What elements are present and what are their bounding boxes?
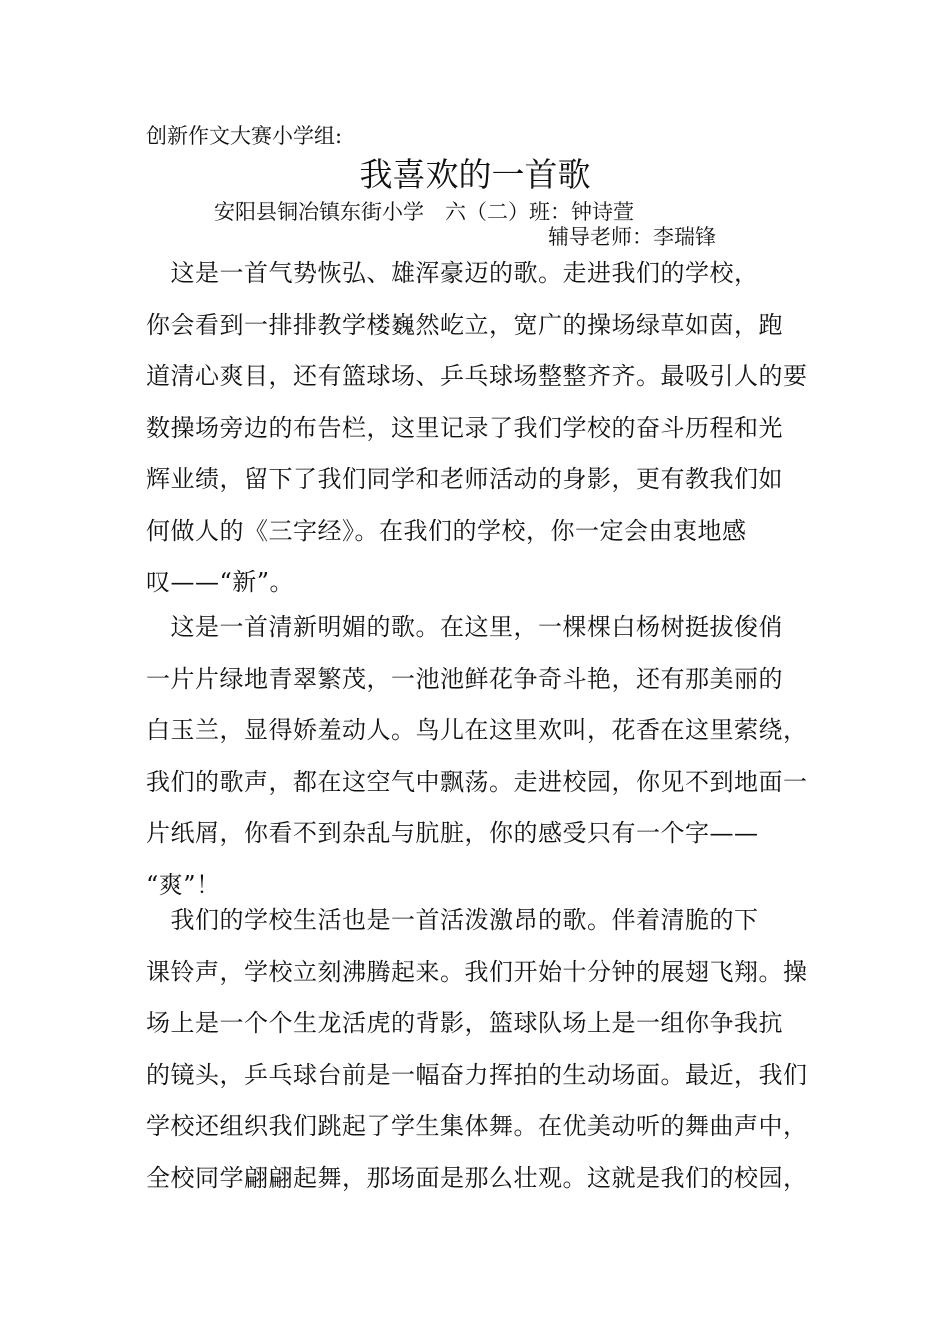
- paragraph-line: 我们的歌声，都在这空气中飘荡。走进校园，你见不到地面一: [146, 767, 808, 796]
- paragraph-line: 我们的学校生活也是一首活泼激昂的歌。伴着清脆的下: [146, 906, 759, 934]
- paragraph-1: [146, 248, 814, 609]
- paragraph-line: 课铃声，学校立刻沸腾起来。我们开始十分钟的展翅飞翔。操: [146, 957, 808, 986]
- paragraph-line: 白玉兰，显得娇羞动人。鸟儿在这里欢叫，花香在这里萦绕，: [146, 716, 808, 744]
- paragraph-line: 全校同学翩翩起舞，那场面是那么壮观。这就是我们的校园，: [146, 1163, 808, 1192]
- paragraph-line: 道清心爽目，还有篮球场、乒乓球场整整齐齐。最吸引人的要: [146, 362, 808, 390]
- paragraph-line: 这是一首清新明媚的歌。在这里，一棵棵白杨树挺拔俊俏: [146, 613, 783, 641]
- paragraph-line: 片纸屑，你看不到杂乱与肮脏，你的感受只有一个字——: [146, 819, 759, 847]
- teacher-line: 辅导老师：李瑞锋: [548, 225, 716, 249]
- author-line: 安阳县铜冶镇东街小学 六（二）班：钟诗萱: [214, 200, 634, 224]
- paragraph-line: 叹——“新”。: [146, 568, 295, 596]
- paragraph-line: 一片片绿地青翠繁茂，一池池鲜花争奇斗艳，还有那美丽的: [146, 664, 783, 693]
- paragraph-line: 的镜头，乒乓球台前是一幅奋力挥拍的生动场面。最近，我们: [146, 1060, 808, 1089]
- paragraph-3: [146, 895, 814, 1204]
- paragraph-line: 数操场旁边的布告栏，这里记录了我们学校的奋斗历程和光: [146, 413, 783, 442]
- paragraph-line: 这是一首气势恢弘、雄浑豪迈的歌。走进我们的学校，: [146, 259, 759, 287]
- paragraph-2: [146, 602, 814, 911]
- paragraph-line: 学校还组织我们跳起了学生集体舞。在优美动听的舞曲声中，: [146, 1112, 808, 1140]
- paragraph-line: 场上是一个个生龙活虎的背影，篮球队场上是一组你争我抗: [146, 1009, 783, 1037]
- essay-title: 我喜欢的一首歌: [359, 155, 591, 194]
- paragraph-line: 何做人的《三字经》。在我们的学校，你一定会由衷地感: [146, 516, 747, 545]
- contest-label: 创新作文大赛小学组:: [146, 124, 343, 148]
- paragraph-line: “爽”！: [146, 870, 221, 899]
- paragraph-line: 你会看到一排排教学楼巍然屹立，宽广的操场绿草如茵，跑: [146, 310, 783, 339]
- paragraph-line: 辉业绩，留下了我们同学和老师活动的身影，更有教我们如: [146, 465, 783, 493]
